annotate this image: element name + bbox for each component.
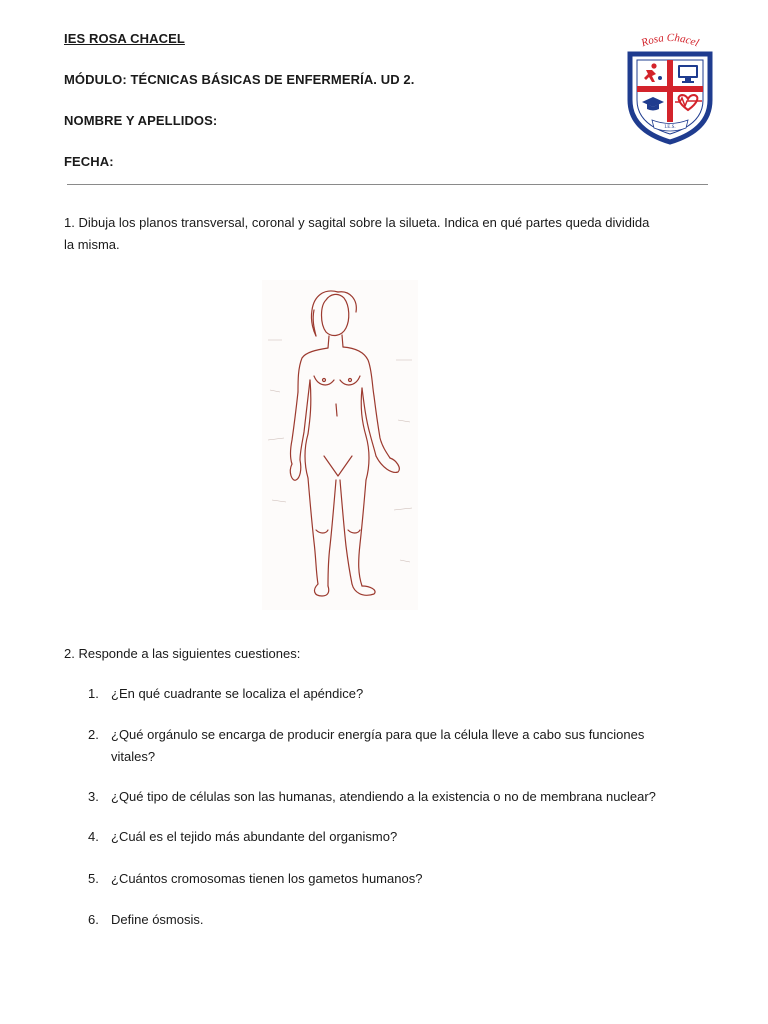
question-5-text: ¿Cuántos cromosomas tienen los gametos humanos?: [111, 871, 423, 886]
header-divider: [67, 184, 708, 185]
question-4-text: ¿Cuál es el tejido más abundante del organismo?: [111, 829, 398, 844]
question-6-text: Define ósmosis.: [111, 912, 204, 927]
name-field-label: NOMBRE Y APELLIDOS:: [64, 113, 218, 128]
question-number: 3.: [88, 789, 99, 804]
exercise1-line1: 1. Dibuja los planos transversal, coronal y sagital sobre la silueta. Indica en qué partes queda dividida: [64, 215, 650, 230]
module-title: MÓDULO: TÉCNICAS BÁSICAS DE ENFERMERÍA. UD 2.: [64, 72, 415, 87]
logo-cross-horizontal: [637, 86, 703, 92]
exercise2-intro: 2. Responde a las siguientes cuestiones:: [64, 646, 301, 661]
logo-banner-text: I.E.S.: [664, 125, 676, 130]
school-name: IES ROSA CHACEL: [64, 31, 185, 46]
question-number: 4.: [88, 829, 99, 844]
date-field-label: FECHA:: [64, 154, 114, 169]
question-number: 1.: [88, 686, 99, 701]
question-number: 5.: [88, 871, 99, 886]
question-2-text-line1: ¿Qué orgánulo se encarga de producir energía para que la célula lleve a cabo sus funciones: [111, 727, 645, 742]
question-number: 2.: [88, 727, 99, 742]
question-1-text: ¿En qué cuadrante se localiza el apéndice?: [111, 686, 364, 701]
question-3-text: ¿Qué tipo de células son las humanas, atendiendo a la existencia o no de membrana nuclear?: [111, 789, 656, 804]
exercise1-line2: la misma.: [64, 237, 120, 252]
question-2-text-line2: vitales?: [111, 749, 156, 764]
question-number: 6.: [88, 912, 99, 927]
human-silhouette-figure: [262, 280, 418, 610]
logo-arc-text: Rosa Chacel: [639, 31, 701, 50]
school-logo: [622, 30, 718, 146]
